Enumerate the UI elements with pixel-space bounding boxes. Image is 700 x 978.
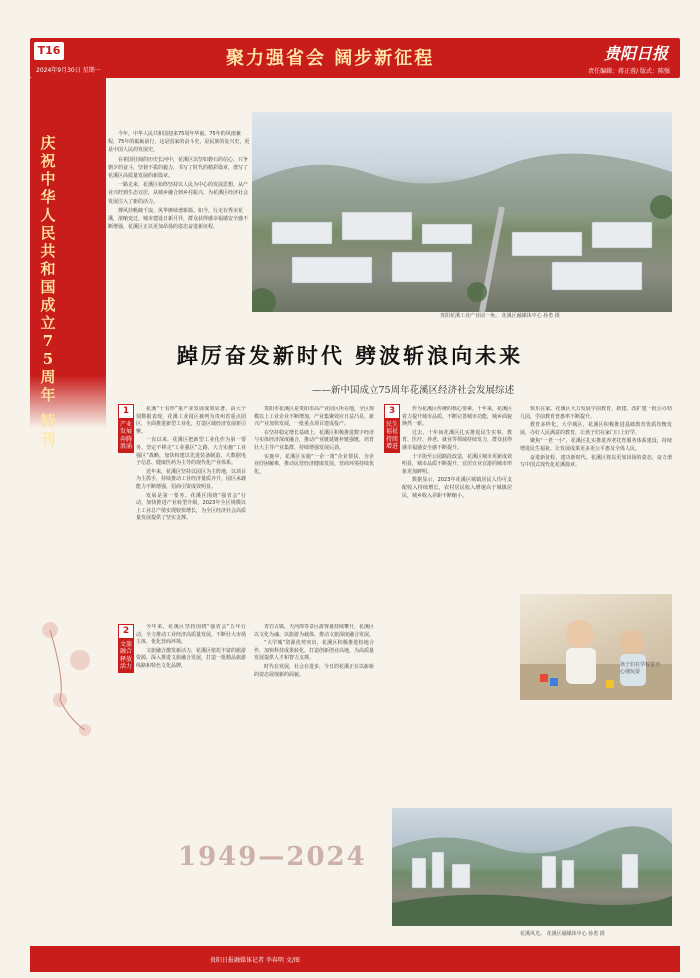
page-number: T16 [34,42,64,60]
section-title: 文旅融合 释放活力 [119,641,132,671]
side-banner-line1: 庆祝中华人民共和国成立75周年 [40,134,56,404]
section-2-marker [118,624,134,673]
column-3 [402,406,512,802]
intro-paragraph: 撑风挂帆破千浪，风华赓续谱新篇。如今，行走在秀美花溪，浓缩变迁，城市建设日新月异，群众获得感幸福感安全感不断增强，花溪区正以更加昂扬的姿态奋进新征程。 [108,207,249,231]
top-photo-caption: 贵阳花溪工业产业园一角。 花溪区融媒体中心 孙勇 摄 [440,313,560,319]
issue-date: 2024年9月30日 星期一 [36,67,101,74]
paragraph: 作为花溪区传统的核心要素，十年来，花溪区着力提升城市品质，不断完善城市功能，城乡面貌焕然一新。 [402,406,512,428]
paragraph: 文旅融合激发新活力，花溪区依托丰富的旅游资源，深入推进文旅融合发展，打造一批精品旅游线路和特色文化品牌。 [136,647,246,669]
paragraph: 十字街至公园路段改造，花溪区城市更新成效明显，城市品质不断提升，宜居宜业宜游的城市形象更加鲜明。 [402,453,512,475]
scenery-photo [392,808,672,926]
side-banner [30,78,106,448]
paragraph: 贵阳市花溪区是贵阳市高产业园区所在地，全区规模以上工业企业不断增加，产业集聚效应日益凸显，新兴产业加快发展，一批重点项目建成投产。 [254,406,374,428]
intro-text [108,130,250,320]
section-number: 3 [385,405,399,418]
paragraph: 教育多样化，大学城区，花溪区积极推进基础教育优质均衡发展，办好人民满意的教育，让孩子们在家门口上好学。 [520,422,672,436]
paragraph: 实施中，花溪区实施“一企一策”企业帮扶，为企业纾困解难，推动民营经济健康发展，营商环境持续优化。 [254,453,374,475]
sub-headline: ——新中国成立75周年花溪区经济社会发展综述 [312,385,515,396]
paragraph: 青岩古镇、天河潭等景区游客量持续攀升，花溪区以文化为魂、以旅游为载体，推动文旅深度融合发展。 [254,624,374,638]
decorative-flower-icon [30,600,110,760]
paragraph: 时代在发展，社会在进步，今日的花溪正在以崭新的姿态展现新的面貌。 [254,663,374,678]
paragraph: 奋进新征程，建功新时代。花溪区将以更加昂扬的姿态，奋力谱写中国式现代化花溪篇章。 [520,454,672,469]
industrial-park-image [252,112,672,312]
paragraph: 花溪“十有形”重产业发展成效显著，由大个别数据表现，花溪工业园区被列为贵州省重点园区，全面推进新型工业化，打造区域经济发展新引擎。 [136,406,246,435]
header-title: 聚力强省会 阔步新征程 [226,48,435,69]
section-number: 1 [119,405,133,418]
scenery-image [392,808,672,926]
paragraph: 聚焦“一老一小”，花溪区扎实推进养老托育服务体系建设，持续增进民生福祉，让发展成果更多更公平惠及全体人民。 [520,438,672,452]
column-1-bottom [136,624,246,834]
section-1-marker [118,404,134,453]
industrial-park-photo [252,112,672,312]
paragraph: 过去，十年间花溪区扎实推进民生实事，教育、医疗、养老、就业等领域持续发力，群众获得感幸福感安全感不断提升。 [402,429,512,451]
paragraph: 快乐在家。花溪区大力发展学前教育，新建、改扩建一批公办幼儿园，学前教育普惠率不断提升。 [520,406,672,420]
paragraph: 在坚持稳定增长基础上，花溪区积极推进数字经济与实体经济深度融合，推动产业链延链补链强链，培育壮大主导产业集群，持续增强发展后劲。 [254,429,374,451]
section-title: 民生福祉 持续增进 [385,421,398,451]
column-1-top [136,406,246,606]
paragraph: 发展是第一要务。花溪区围绕“强省会”行动，加快推进产业转型升级，2023年全区规模以上工业总产值实现较快增长，为全区经济社会高质量发展提供了坚实支撑。 [136,492,246,522]
intro-paragraph: 在祖国壮阔的历史长河中，花溪区以坚如磐石的信心，只争朝夕的奋斗，坚韧不拔的毅力，书写了时代的精彩篇章，谱写了花溪区高质量发展的新篇章。 [108,156,249,180]
paragraph: “大学城”资源优势突出，花溪区积极推进校地合作，加快科技成果转化，打造创新创业高地，为高质量发展提供人才和智力支撑。 [254,640,374,662]
children-image [520,594,672,700]
paragraph: 今年来，花溪区坚持围绕“强省会”五年行动，全力推动工业经济高质量发展，不断壮大市场主体，优化营商环境。 [136,624,246,646]
column-2-bottom [254,624,374,834]
page-footer [30,946,680,972]
section-3-marker [384,404,400,453]
scenery-photo-caption: 花溪风光。 花溪区融媒体中心 孙勇 摄 [520,931,605,937]
column-2-top [254,406,374,606]
section-title: 产业发展 奔腾浪涌 [119,421,132,451]
footer-credit: 贵阳日报融媒体记者 李春明 文/图 [210,957,300,964]
newspaper-logo: 贵阳日报 [603,44,668,63]
paragraph: 近年来，花溪区坚持以园区为主阵地，以项目为主抓手，持续推动工业经济量质齐升，园区承载能力不断增强，招商引资成效明显。 [136,468,246,490]
column-4 [520,406,672,590]
editor-credit: 责任编辑：蒋正蓉/ 版式：陈强 [588,68,670,75]
section-number: 2 [119,625,133,638]
intro-paragraph: 今年，中华人民共和国迎来75周年华诞。75年的风雨兼程，75年的砥砺前行，这是国家的奋斗史，是民族的复兴史，更是中国人民的发展史。 [108,131,250,154]
intro-paragraph: 一路走来，花溪区始终坚持以人民为中心的发展思想，从产业兴旺到生态宜居，从城乡融合到乡村振兴，为花溪区经济社会发展注入了新的活力。 [108,182,249,205]
page-header [30,38,680,78]
side-banner-text [38,134,58,448]
paragraph: 一直以来，花溪区把新型工业化作为第一要务，坚定不移走“工业强区”之路，大力实施“工业强区”战略，加快构建以先进装备制造、大数据电子信息、健康医药为主导的现代化产业体系。 [136,437,246,467]
side-banner-line2: 特刊 [40,412,56,448]
years-watermark: 1949—2024 [178,842,367,872]
main-headline: 踔厉奋发新时代 劈波斩浪向未来 [176,343,524,368]
paragraph: 数据显示，2023年花溪区城镇居民人均可支配收入持续增长，农村居民收入增速高于城镇居民，城乡收入差距不断缩小。 [402,477,512,499]
children-photo [520,594,672,700]
children-photo-caption: 孩子们在学校里开心地玩耍 [620,662,661,675]
